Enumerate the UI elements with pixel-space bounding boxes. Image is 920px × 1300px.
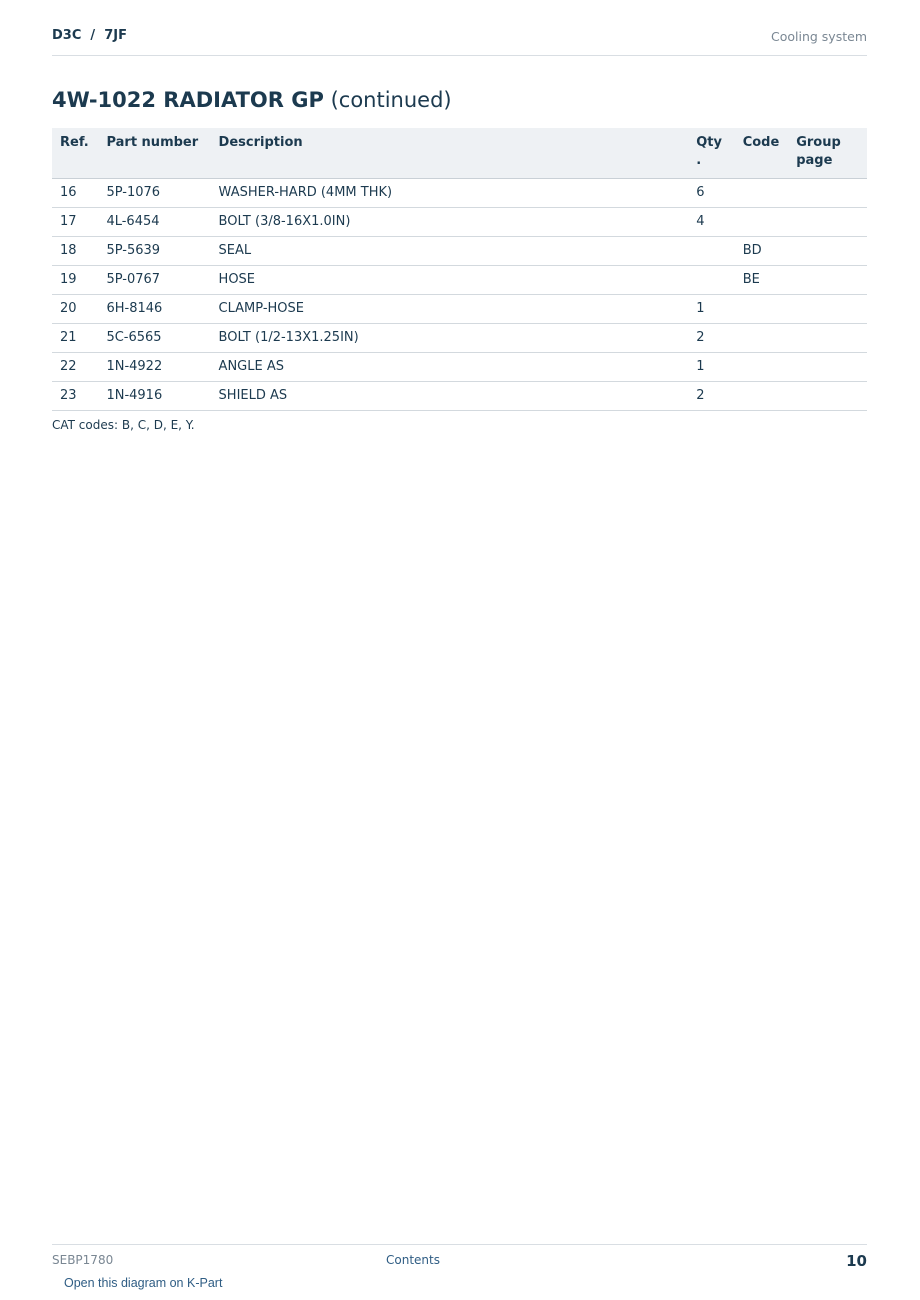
cell-code <box>735 179 789 208</box>
cell-ref: 21 <box>52 324 98 353</box>
cell-description: ANGLE AS <box>211 353 689 382</box>
cell-description: BOLT (3/8-16X1.0IN) <box>211 208 689 237</box>
cell-part-number: 1N-4922 <box>98 353 210 382</box>
cell-group-page <box>788 179 867 208</box>
table-row <box>52 324 867 353</box>
page-footer <box>52 1244 867 1275</box>
cell-part-number: 5C-6565 <box>98 324 210 353</box>
contents-link[interactable]: Contents <box>386 1253 440 1267</box>
cell-qty <box>688 237 734 266</box>
table-row <box>52 266 867 295</box>
cell-code <box>735 353 789 382</box>
col-ref-header: Ref. <box>52 128 98 179</box>
cell-ref: 20 <box>52 295 98 324</box>
cell-qty <box>688 266 734 295</box>
table-row <box>52 353 867 382</box>
parts-table-body <box>52 179 867 411</box>
col-part-number-header: Part number <box>98 128 210 179</box>
assembly-title: 4W-1022 RADIATOR GP <box>52 88 324 112</box>
col-code-header: Code <box>735 128 789 179</box>
cell-ref: 22 <box>52 353 98 382</box>
cell-qty: 6 <box>688 179 734 208</box>
section-name: Cooling system <box>771 29 867 44</box>
parts-table-header <box>52 128 867 179</box>
cell-qty: 1 <box>688 295 734 324</box>
table-row <box>52 295 867 324</box>
header-row <box>52 128 867 179</box>
cell-ref: 17 <box>52 208 98 237</box>
cell-group-page <box>788 295 867 324</box>
col-group-page-header: Group page <box>788 128 867 179</box>
cell-code: BD <box>735 237 789 266</box>
page-number: 10 <box>846 1252 867 1270</box>
cell-qty: 1 <box>688 353 734 382</box>
cell-ref: 18 <box>52 237 98 266</box>
table-row <box>52 237 867 266</box>
open-diagram-kpart-link[interactable]: Open this diagram on K-Part <box>64 1276 223 1290</box>
cell-code <box>735 295 789 324</box>
cell-description: HOSE <box>211 266 689 295</box>
cell-ref: 19 <box>52 266 98 295</box>
cell-qty: 4 <box>688 208 734 237</box>
cell-code <box>735 208 789 237</box>
cell-description: WASHER-HARD (4MM THK) <box>211 179 689 208</box>
continued-label: (continued) <box>330 88 452 112</box>
cell-part-number: 4L-6454 <box>98 208 210 237</box>
cell-part-number: 6H-8146 <box>98 295 210 324</box>
cat-codes-note: CAT codes: B, C, D, E, Y. <box>52 418 195 432</box>
document-id: SEBP1780 <box>52 1253 114 1267</box>
parts-table <box>52 128 867 411</box>
cell-ref: 16 <box>52 179 98 208</box>
cell-qty: 2 <box>688 382 734 411</box>
cell-code <box>735 324 789 353</box>
cell-description: SHIELD AS <box>211 382 689 411</box>
table-row <box>52 382 867 411</box>
cell-part-number: 5P-5639 <box>98 237 210 266</box>
cell-part-number: 5P-0767 <box>98 266 210 295</box>
cell-code: BE <box>735 266 789 295</box>
col-description-header: Description <box>211 128 689 179</box>
table-row <box>52 208 867 237</box>
cell-description: SEAL <box>211 237 689 266</box>
cell-group-page <box>788 208 867 237</box>
page-header <box>52 28 867 56</box>
cell-group-page <box>788 237 867 266</box>
model-breadcrumb: D3C / 7JF <box>52 28 127 43</box>
cell-group-page <box>788 382 867 411</box>
cell-qty: 2 <box>688 324 734 353</box>
cell-description: CLAMP-HOSE <box>211 295 689 324</box>
table-row <box>52 179 867 208</box>
cell-part-number: 1N-4916 <box>98 382 210 411</box>
page-title <box>52 88 452 112</box>
cell-code <box>735 382 789 411</box>
cell-group-page <box>788 266 867 295</box>
col-qty-header: Qty . <box>688 128 734 179</box>
cell-group-page <box>788 353 867 382</box>
cell-ref: 23 <box>52 382 98 411</box>
cell-description: BOLT (1/2-13X1.25IN) <box>211 324 689 353</box>
cell-group-page <box>788 324 867 353</box>
cell-part-number: 5P-1076 <box>98 179 210 208</box>
